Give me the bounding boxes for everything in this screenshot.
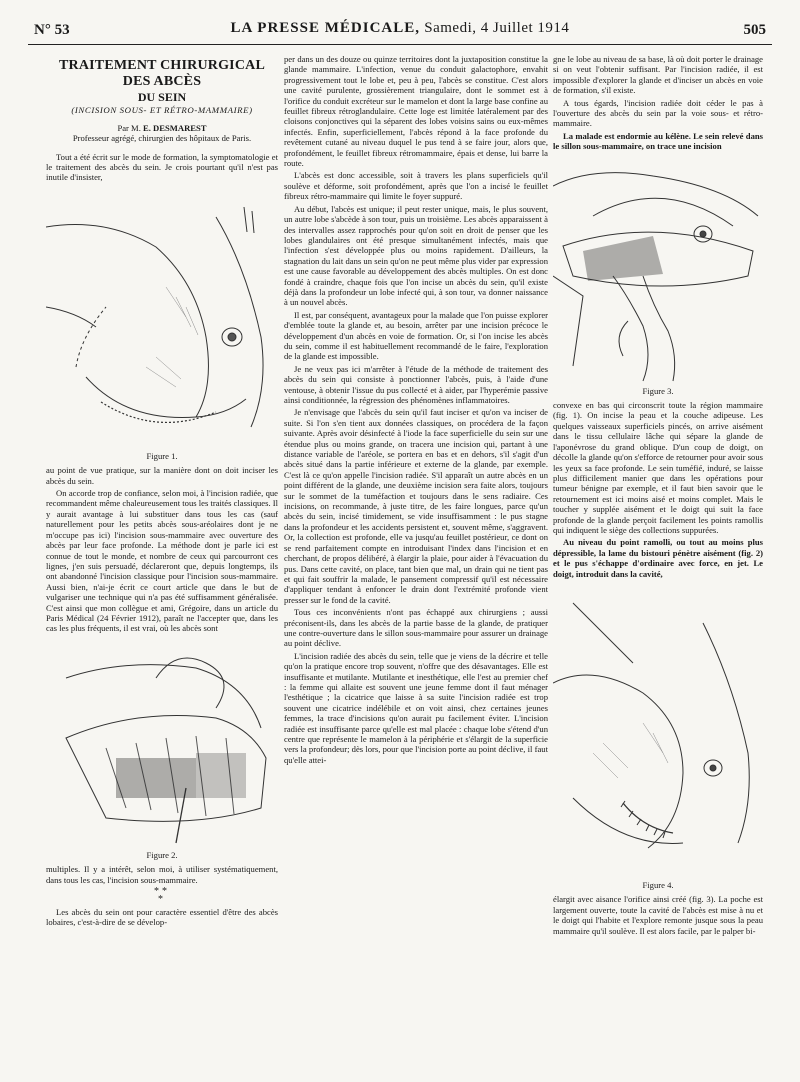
paragraph: A tous égards, l'incision radiée doit céder le pas à l'ouverture des abcès du sein par la voie sous- et rétro-mammaire. — [553, 97, 763, 129]
figure-2-illustration — [46, 638, 278, 848]
paragraph: Les abcès du sein ont pour caractère essentiel d'être des abcès lobaires, c'est-à-dire de se dévelop- — [46, 906, 278, 928]
section-separator: ** * — [154, 885, 170, 905]
column-3 — [553, 54, 763, 1074]
figure-2-caption: Figure 2. — [146, 849, 178, 860]
author-line — [46, 123, 278, 133]
paragraph: Il est, par conséquent, avantageux pour la malade que l'on puisse explorer d'emblée toute la glande et, au besoin, arrêter par une incision précoce le développement d'un abcès en voie de formation. Or, si l'on incise les abcès du sein, comme il est habituellement recommandé de le faire, l'exploration de la glande est impossible. — [284, 309, 548, 362]
paragraph: Au début, l'abcès est unique; il peut rester unique, mais, le plus souvent, un autre lobe s'abcède à son tour, puis un troisième. Les abcès apparaissent à des intervalles assez rapprochés pour qu'on soit en droit de penser que les lobes glandulaires ont été presque simultanément infectés, mais que l'infection s'est développée plus ou moins rapidement. D'ailleurs, la stagnation du lait dans un sein qu'on ne peut même plus vider par expression est une cause favorable au développement des abcès multiples. On est donc fondé à craindre, chaque fois que l'on incise un abcès du sein, qu'il existe déjà dans la profondeur un lobe infecté qui, à son tour, va donner naissance à un nouvel abcès. — [284, 203, 548, 308]
author-prefix: Par M. — [117, 122, 141, 133]
paragraph: élargit avec aisance l'orifice ainsi créé (fig. 3). La poche est largement ouverte, toute la cavité de l'abcès est mise à nu et le doigt qui l'habite et l'explore remonte jusque sous la peau mammaire qu'il soulève. Il est alors facile, par le palper bi- — [553, 894, 763, 936]
paragraph: au point de vue pratique, sur la manière dont on doit inciser les abcès du sein. — [46, 465, 278, 486]
journal-title: LA PRESSE MÉDICALE, — [230, 20, 421, 36]
paragraph: multiples. Il y a intérêt, selon moi, à utiliser systématiquement, dans tous les cas, l'incision sous-mammaire. — [46, 864, 278, 885]
figure-2 — [46, 638, 278, 860]
article-subtitle-2: (INCISION SOUS- ET RÉTRO-MAMMAIRE) — [71, 105, 253, 116]
author-affiliation: Professeur agrégé, chirurgien des hôpitaux de Paris. — [72, 133, 252, 144]
column-1 — [46, 54, 278, 1074]
paragraph: per dans un des douze ou quinze territoires dont la juxtaposition constitue la glande mammaire. L'infection, venue du conduit galactophore, envahit progressivement tout le lobe et, peu à peu, l'abcès se constitue. C'est alors une cavité purulente, grossièrement triangulaire, dont le sommet est à l'orifice du conduit excréteur sur le mamelon et dont la large base confine au feuillet fibreux rétroglandulaire. Cette loge est limitée latéralement par des cloisons conjonctives qui la séparent des lobes voisins sains ou eux-mêmes infectés. Enfin, superficiellement, l'abcès répond à la face profonde du revêtement cutané au niveau duquel le pus tend à se faire jour, alors que, profondément, le feuillet fibreux rétromammaire, épais et dense, lui barre la route. — [284, 54, 548, 169]
author-name: E. DESMAREST — [143, 122, 207, 133]
paragraph: Je n'envisage que l'abcès du sein qu'il faut inciser et qu'on va inciser de suite. Si l'on s'en tient aux données classiques, on procédera de la façon suivante. Après avoir désinfecté à l'iode la face superficielle du sein sur une étendue plus ou moins grande, on tracera une incision qui, partant à une distance variable de l'aréole, se portera en bas et en dehors, s'il s'agit d'un abcès situé dans la partie inférieure et externe de la glande, par exemple. C'est là ce qu'on appelle l'incision radiée. S'il apparaît un autre abcès en un point différent de la glande, une deuxième incision sera faite alors, toujours sur le sommet de la tuméfaction et toujours dans le sens radiaire. Ces incisions, on recommande, à juste titre, de les faire longues, parce qu'un abcès du sein, incisé timidement, se vide insuffisamment : le pus stagne dans la profondeur et les accidents persistent et, souvent même, s'aggravent. Or, la collection est profonde, elle va jusqu'au feuillet postérieur, ce dont on se rend parfaitement compte en introduisant l'index dans l'incision et en cherchant, de propos délibéré, à élargir la plaie, pour aider à l'évacuation du pus. Dans cette cavité, on place, tant bien que mal, un drain qui ne tient pas et qui fait souffrir la malade, le pansement compressif qu'il est nécessaire d'appliquer tendant à enfoncer le drain dont l'extrémité profonde vient presser sur le fond de la cavité. — [284, 407, 548, 605]
figure-4-caption: Figure 4. — [642, 879, 674, 890]
paragraph: L'abcès est donc accessible, soit à travers les plans superficiels qu'il soulève et déforme, soit profondément, après que l'on a incisé le feuillet fibreux rétro-mammaire qui limite le foyer suppuré. — [284, 170, 548, 202]
figure-1 — [46, 187, 278, 461]
running-head — [28, 16, 772, 45]
paragraph: convexe en bas qui circonscrit toute la région mammaire (fig. 1). On incise la peau et la couche adipeuse. Les quelques vaisseaux superficiels pincés, on arrive aisément dans le tissu cellulaire lâche qui sépare la glande de l'aponévrose du grand oblique. D'un coup de doigt, on décolle la glande qu'on s'efforce de retourner pour avoir sous les yeux sa face profonde. Le sein tuméfié, induré, se laisse plus difficilement manier que dans les opérations pour tumeur bénigne par exemple, et il faut bien savoir que le retournement est ici moins aisé et moins complet. Mais le toucher y supplée aisément et le doigt qui suit la face profonde de la glande perçoit facilement les points ramollis qui indiquent le siège des collections suppurées. — [553, 400, 763, 535]
figure-1-illustration — [46, 187, 278, 449]
figure-4 — [553, 583, 763, 890]
paragraph: L'incision radiée des abcès du sein, telle que je viens de la décrire et telle qu'on la pratique encore trop souvent, n'offre que des désavantages. Elle est insuffisante et mutilante. Mutilante et inesthétique, elle l'est au premier chef : la femme qui allaite est souvent une jeune femme dont il faut ménager l'esthétique ; la cicatrice que laisse à sa suite l'incision radiée est trop souvent une cicatrice indélébile et on voit ainsi, chez certaines jeunes femmes, la trace d'incisions qu'on aurait pu facilement éviter. L'incision radiée est insuffisante parce qu'elle est mal placée : chaque lobe s'étend d'un centre que représente le mamelon à la périphérie et s'élargit de la superficie vers la profondeur; dès lors, pour que l'incision porte au point déclive, il faut qu'elle attei- — [284, 650, 548, 765]
article-subtitle: DU SEIN — [137, 90, 187, 104]
paragraph: La malade est endormie au kélène. Le sein relevé dans le sillon sous-mammaire, on trace une incision — [553, 130, 763, 152]
issue-date: Samedi, 4 Juillet 1914 — [424, 20, 570, 36]
figure-4-illustration — [553, 583, 763, 878]
issue-number: N° 53 — [34, 22, 70, 38]
paragraph: On accorde trop de confiance, selon moi, à l'incision radiée, que recommandent même chaleureusement tous les traités classiques. Il y aurait avantage à lui substituer dans tous les cas (sauf naturellement pour les petits abcès sous-aréolaires dont je ne m'occupe pas ici) l'incision sous-mammaire avec ouverture des abcès par leur face profonde. La méthode dont je parle ici est connue de tout le monde, et nombre de ceux qui parcourront ces lignes, j'en suis persuadé, déclareront que, depuis longtemps, ils ont abandonné l'incision classique pour l'incision sous-mammaire. Aussi bien, n'ai-je écrit ce court article que dans le but de vulgariser une technique qui n'a pas été suffisamment généralisée. C'est ainsi que mon collègue et ami, Grégoire, dans un article du Paris Médical (24 Février 1912), paraît ne l'accepter que, dans les cas les plus fréquents, il est vrai, où les abcès sont — [46, 488, 278, 634]
paragraph: Au niveau du point ramolli, ou tout au moins plus dépressible, la lame du bistouri pénètre aisément (fig. 2) et le pus s'échappe d'ordinaire avec force, en jet. Le doigt, introduit dans la cavité, — [553, 537, 763, 579]
page-number: 505 — [743, 22, 766, 38]
paragraph: Tout a été écrit sur le mode de formation, la symptomatologie et le traitement des abcès du sein. Je crois pourtant qu'il n'est pas inutile d'insister, — [46, 151, 278, 183]
paragraph: gne le lobe au niveau de sa base, là où doit porter le drainage si on veut l'obtenir suffisant. Par l'incision radiée, il est impossible d'explorer la glande et d'inciser un abcès en voie de formation, s'il existe. — [553, 54, 763, 96]
paragraph: Je ne veux pas ici m'arrêter à l'étude de la méthode de traitement des abcès du sein qui consiste à ponctionner l'abcès, puis, à l'aide d'une ventouse, à obtenir l'issue du pus collecté et à aider, par l'hyperémie passive ainsi conditionnée, la régression des phénomènes inflammatoires. — [284, 363, 548, 405]
figure-3-caption: Figure 3. — [642, 385, 674, 396]
paragraph: Tous ces inconvénients n'ont pas échappé aux chirurgiens ; aussi préconisent-ils, dans les abcès de la partie basse de la glande, de pratiquer une contre-ouverture dans le sillon sous-mammaire pour assurer un drainage au point déclive. — [284, 607, 548, 649]
figure-1-caption: Figure 1. — [146, 450, 178, 461]
column-2 — [284, 54, 548, 1074]
figure-3 — [553, 156, 763, 396]
figure-3-illustration — [553, 156, 763, 384]
journal-masthead — [28, 20, 772, 37]
article-title: TRAITEMENT CHIRURGICAL DES ABCÈS — [58, 58, 265, 89]
